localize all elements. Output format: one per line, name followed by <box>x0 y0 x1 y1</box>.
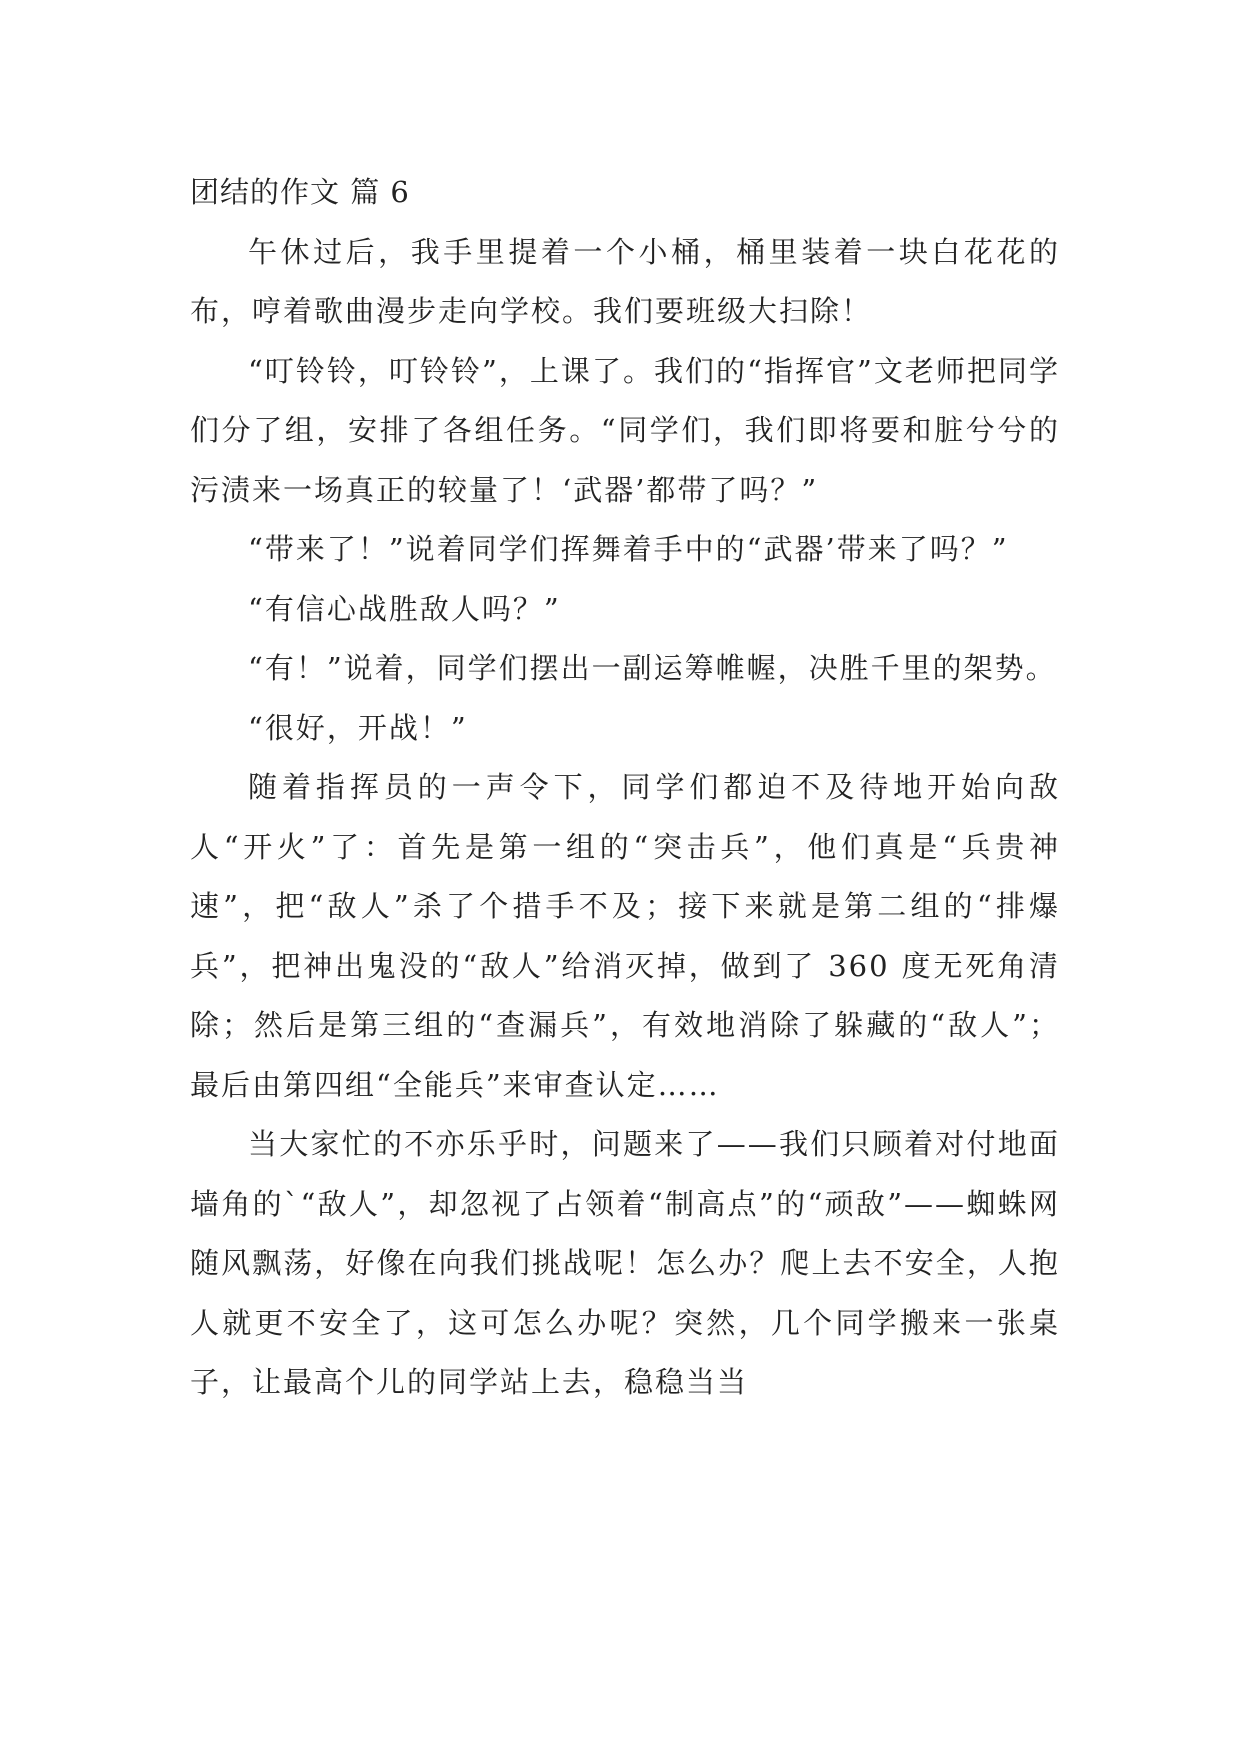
essay-title: 团结的作文 篇 6 <box>190 175 410 209</box>
paragraph: 午休过后，我手里提着一个小桶，桶里装着一块白花花的布，哼着歌曲漫步走向学校。我们要班级大扫除！ <box>190 234 1060 328</box>
paragraph: “有！”说着，同学们摆出一副运筹帷幄，决胜千里的架势。 <box>248 651 1057 685</box>
paragraph: 随着指挥员的一声令下，同学们都迫不及待地开始向敌人“开火”了：首先是第一组的“突击兵”，他们真是“兵贵神速”，把“敌人”杀了个措手不及；接下来就是第二组的“排爆兵”，把神出鬼没的“敌人”给消灭掉，做到了 360 度无死角清除；然后是第三组的“查漏兵”，有效地消除了躲藏的“敌人”；最后由第四组“全能兵”来审查认定…… <box>190 770 1060 1102</box>
paragraph: “带来了！”说着同学们挥舞着手中的“武器’带来了吗？” <box>248 532 1009 566</box>
paragraph: 当大家忙的不亦乐乎时，问题来了——我们只顾着对付地面墙角的`“敌人”，却忽视了占领着“制高点”的“顽敌”——蜘蛛网随风飘荡，好像在向我们挑战呢！怎么办？爬上去不安全，人抱人就更不安全了，这可怎么办呢？突然，几个同学搬来一张桌子，让最高个儿的同学站上去，稳稳当当 <box>190 1127 1060 1399</box>
essay-body <box>190 163 1060 1413</box>
paragraph: “很好，开战！” <box>248 710 468 745</box>
paragraph: “叮铃铃，叮铃铃”，上课了。我们的“指挥官”文老师把同学们分了组，安排了各组任务。“同学们，我们即将要和脏兮兮的污渍来一场真正的较量了！‘武器’都带了吗？” <box>190 353 1060 507</box>
paragraph: “有信心战胜敌人吗？” <box>248 591 561 626</box>
